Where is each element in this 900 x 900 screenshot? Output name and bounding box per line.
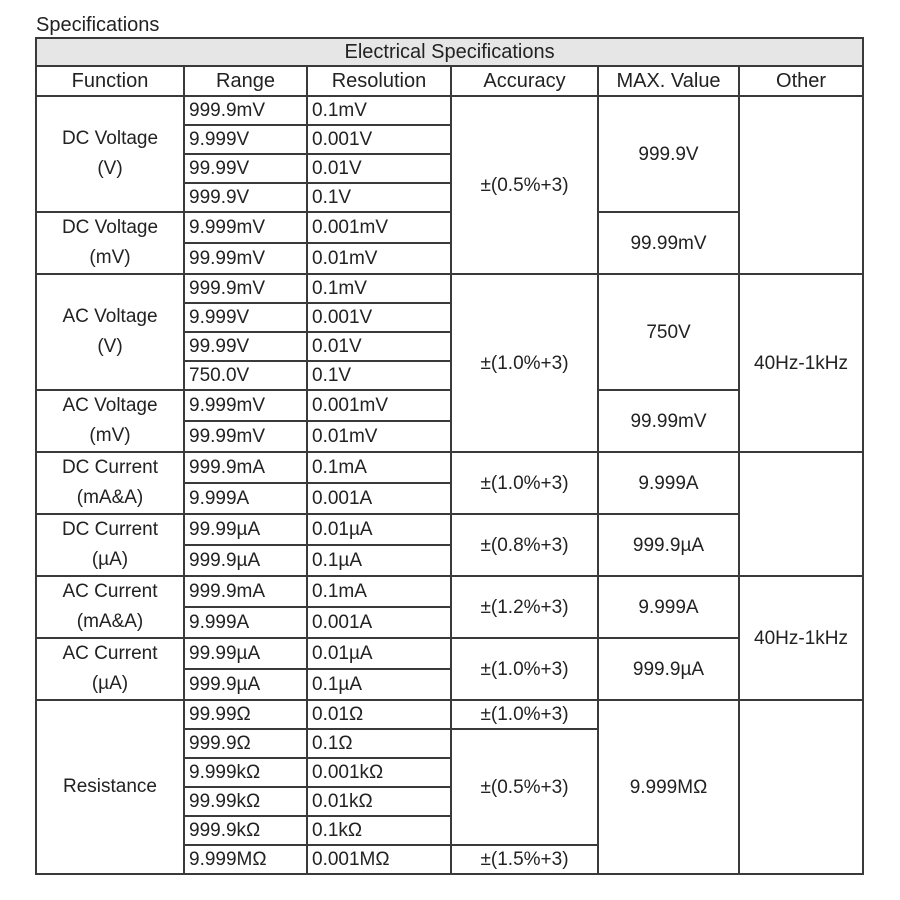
function-label: DC Current bbox=[61, 519, 159, 540]
range-cell: 9.999kΩ bbox=[184, 758, 307, 787]
range-cell: 99.99V bbox=[184, 154, 307, 183]
function-cell bbox=[36, 390, 184, 452]
range-cell: 9.999mV bbox=[184, 390, 307, 421]
accuracy-cell: ±(1.0%+3) bbox=[451, 452, 598, 514]
max-value-cell: 9.999A bbox=[598, 452, 739, 514]
function-label: DC Voltage bbox=[61, 217, 159, 238]
range-cell: 99.99kΩ bbox=[184, 787, 307, 816]
range-cell: 999.9µA bbox=[184, 669, 307, 700]
resolution-cell: 0.1mA bbox=[307, 576, 451, 607]
resolution-cell: 0.01Ω bbox=[307, 700, 451, 729]
function-label: AC Current bbox=[62, 581, 158, 602]
range-cell: 999.9µA bbox=[184, 545, 307, 576]
function-label: AC Voltage bbox=[62, 306, 158, 327]
range-cell: 999.9mA bbox=[184, 576, 307, 607]
section-title: Specifications bbox=[36, 14, 160, 36]
resolution-cell: 0.001V bbox=[307, 125, 451, 154]
resolution-cell: 0.1V bbox=[307, 183, 451, 212]
table-row bbox=[36, 96, 863, 125]
accuracy-cell: ±(0.5%+3) bbox=[451, 729, 598, 845]
accuracy-cell: ±(0.5%+3) bbox=[451, 96, 598, 274]
header-function: Function bbox=[36, 66, 184, 96]
range-cell: 9.999MΩ bbox=[184, 845, 307, 874]
function-label: (V) bbox=[97, 158, 123, 179]
max-value-cell: 999.9V bbox=[598, 96, 739, 212]
range-cell: 9.999V bbox=[184, 125, 307, 154]
range-cell: 999.9mA bbox=[184, 452, 307, 483]
range-cell: 750.0V bbox=[184, 361, 307, 390]
resolution-cell: 0.01mV bbox=[307, 421, 451, 452]
range-cell: 99.99V bbox=[184, 332, 307, 361]
other-cell: 40Hz-1kHz bbox=[739, 274, 863, 452]
function-label: (mV) bbox=[89, 247, 131, 268]
resolution-cell: 0.01µA bbox=[307, 638, 451, 669]
max-value-cell: 999.9µA bbox=[598, 514, 739, 576]
table-row bbox=[36, 452, 863, 483]
resolution-cell: 0.001V bbox=[307, 303, 451, 332]
function-label: AC Voltage bbox=[62, 395, 158, 416]
range-cell: 9.999A bbox=[184, 607, 307, 638]
range-cell: 9.999A bbox=[184, 483, 307, 514]
resolution-cell: 0.1kΩ bbox=[307, 816, 451, 845]
accuracy-cell: ±(0.8%+3) bbox=[451, 514, 598, 576]
table-row bbox=[36, 576, 863, 607]
function-label: Resistance bbox=[63, 776, 157, 797]
resolution-cell: 0.001mV bbox=[307, 390, 451, 421]
other-cell: 40Hz-1kHz bbox=[739, 576, 863, 700]
range-cell: 99.99mV bbox=[184, 421, 307, 452]
accuracy-cell: ±(1.0%+3) bbox=[451, 700, 598, 729]
header-range: Range bbox=[184, 66, 307, 96]
range-cell: 99.99µA bbox=[184, 638, 307, 669]
function-cell bbox=[36, 576, 184, 638]
function-label: (V) bbox=[97, 336, 123, 357]
range-cell: 99.99Ω bbox=[184, 700, 307, 729]
resolution-cell: 0.001A bbox=[307, 483, 451, 514]
range-cell: 999.9kΩ bbox=[184, 816, 307, 845]
max-value-cell: 9.999MΩ bbox=[598, 700, 739, 874]
resolution-cell: 0.001MΩ bbox=[307, 845, 451, 874]
resolution-cell: 0.01V bbox=[307, 332, 451, 361]
accuracy-cell: ±(1.5%+3) bbox=[451, 845, 598, 874]
resolution-cell: 0.1mV bbox=[307, 96, 451, 125]
function-label: DC Current bbox=[61, 457, 159, 478]
resolution-cell: 0.01mV bbox=[307, 243, 451, 274]
max-value-cell: 99.99mV bbox=[598, 212, 739, 274]
header-max-value: MAX. Value bbox=[598, 66, 739, 96]
resolution-cell: 0.001A bbox=[307, 607, 451, 638]
resolution-cell: 0.1µA bbox=[307, 545, 451, 576]
resolution-cell: 0.1mV bbox=[307, 274, 451, 303]
range-cell: 999.9mV bbox=[184, 96, 307, 125]
max-value-cell: 999.9µA bbox=[598, 638, 739, 700]
range-cell: 99.99µA bbox=[184, 514, 307, 545]
accuracy-cell: ±(1.0%+3) bbox=[451, 274, 598, 452]
function-label: (µA) bbox=[91, 673, 129, 694]
range-cell: 999.9Ω bbox=[184, 729, 307, 758]
table-row bbox=[36, 700, 863, 729]
resolution-cell: 0.001mV bbox=[307, 212, 451, 243]
range-cell: 9.999mV bbox=[184, 212, 307, 243]
resolution-cell: 0.01kΩ bbox=[307, 787, 451, 816]
other-cell bbox=[739, 96, 863, 274]
max-value-cell: 9.999A bbox=[598, 576, 739, 638]
table-row bbox=[36, 274, 863, 303]
other-cell bbox=[739, 700, 863, 874]
header-resolution: Resolution bbox=[307, 66, 451, 96]
function-label: (mA&A) bbox=[76, 611, 144, 632]
resolution-cell: 0.1mA bbox=[307, 452, 451, 483]
function-cell bbox=[36, 212, 184, 274]
other-cell bbox=[739, 452, 863, 576]
resolution-cell: 0.1V bbox=[307, 361, 451, 390]
function-cell bbox=[36, 274, 184, 390]
electrical-specifications-table bbox=[35, 37, 864, 875]
function-cell bbox=[36, 700, 184, 874]
range-cell: 999.9V bbox=[184, 183, 307, 212]
resolution-cell: 0.01V bbox=[307, 154, 451, 183]
resolution-cell: 0.1Ω bbox=[307, 729, 451, 758]
header-accuracy: Accuracy bbox=[451, 66, 598, 96]
function-cell bbox=[36, 638, 184, 700]
resolution-cell: 0.001kΩ bbox=[307, 758, 451, 787]
accuracy-cell: ±(1.2%+3) bbox=[451, 576, 598, 638]
function-label: AC Current bbox=[62, 643, 158, 664]
function-cell bbox=[36, 452, 184, 514]
range-cell: 9.999V bbox=[184, 303, 307, 332]
max-value-cell: 99.99mV bbox=[598, 390, 739, 452]
function-label: DC Voltage bbox=[61, 128, 159, 149]
function-label: (µA) bbox=[91, 549, 129, 570]
max-value-cell: 750V bbox=[598, 274, 739, 390]
function-label: (mA&A) bbox=[76, 487, 144, 508]
function-label: (mV) bbox=[89, 425, 131, 446]
header-other: Other bbox=[739, 66, 863, 96]
range-cell: 999.9mV bbox=[184, 274, 307, 303]
range-cell: 99.99mV bbox=[184, 243, 307, 274]
resolution-cell: 0.01µA bbox=[307, 514, 451, 545]
function-cell bbox=[36, 96, 184, 212]
table-caption: Electrical Specifications bbox=[36, 38, 863, 66]
function-cell bbox=[36, 514, 184, 576]
accuracy-cell: ±(1.0%+3) bbox=[451, 638, 598, 700]
resolution-cell: 0.1µA bbox=[307, 669, 451, 700]
